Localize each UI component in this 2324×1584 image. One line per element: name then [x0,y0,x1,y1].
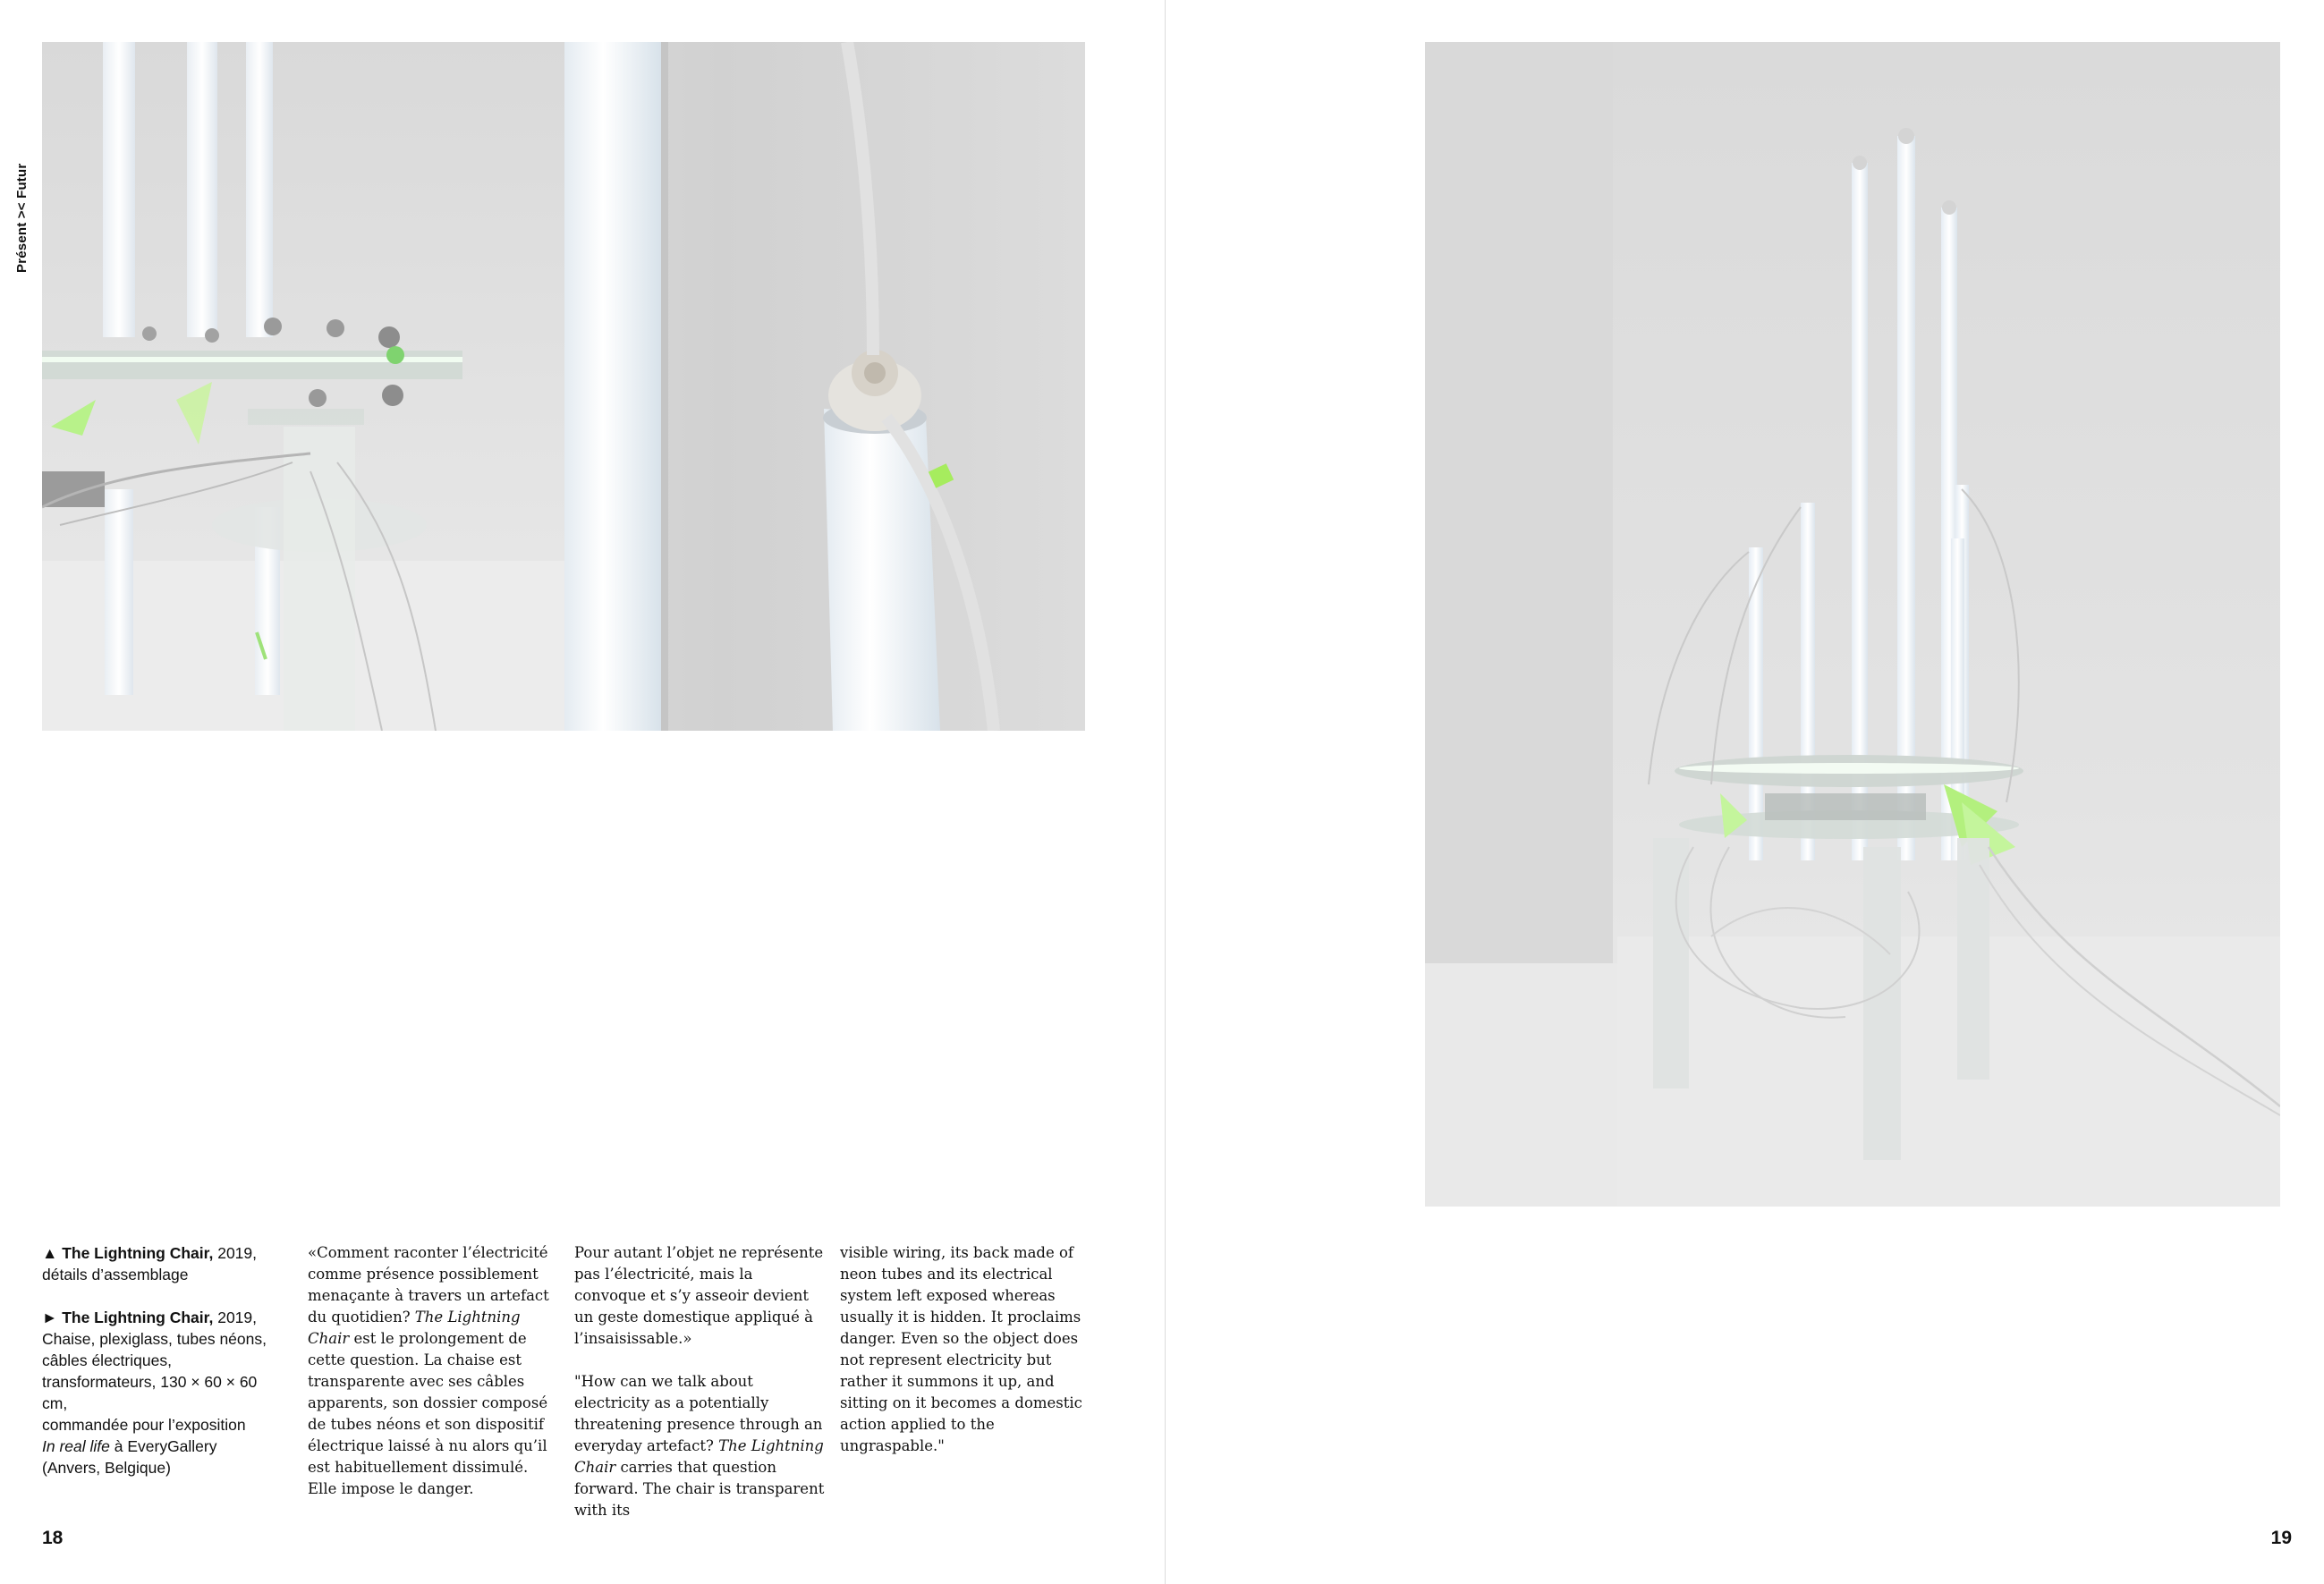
quote-fr-part1: «Comment raconter l’électricité comme présence possiblement menaçante à travers un artefact du quotidien? [308,1244,549,1326]
page-number-left: 18 [42,1528,64,1548]
running-head: Présent >< Futur [14,163,30,273]
triangle-right-icon: ► [42,1309,58,1326]
quote-en-part3: visible wiring, its back made of neon tubes and its electrical system left exposed whereas usually it is hidden. It proclaims danger. Even so the object does not represent electricity but rather it summons it up, and sitting on it becomes a domestic action applied to the ungraspable." [840,1244,1082,1454]
caption-work-line5: commandée pour l’exposition [42,1416,246,1434]
photo-neon-tube-cap-detail [564,42,1085,731]
quote-en-title: The Lightning Chair [574,1437,824,1476]
caption-work [42,1307,284,1478]
caption-work-location: (Anvers, Belgique) [42,1459,171,1477]
caption-work-exhibition: In real life [42,1437,110,1455]
caption-detail [42,1242,284,1285]
caption-detail-title: The Lightning Chair, [62,1244,214,1262]
page-number-right: 19 [2270,1528,2292,1548]
caption-work-line3: câbles électriques, [42,1351,172,1369]
photo-lightning-chair [1425,42,2280,1207]
caption-work-title: The Lightning Chair, [62,1309,214,1326]
spine-divider [1165,0,1166,1584]
quote-fr-part3: Pour autant l’objet ne représente pas l’électricité, mais la convoque et s’y asseoir devient un geste domestique appliqué à l’insaisissable.» [574,1244,824,1347]
quote-column-3 [574,1242,825,1543]
caption-work-line4: transformateurs, 130 × 60 × 60 cm, [42,1373,258,1412]
caption-column [42,1242,284,1500]
quote-en [574,1371,825,1521]
quote-fr-title: The Lightning Chair [308,1309,521,1347]
caption-work-line2: Chaise, plexiglass, tubes néons, [42,1330,267,1348]
photo-chair-seat-detail [42,42,564,731]
caption-work-year: 2019, [213,1309,258,1326]
triangle-up-icon: ▲ [42,1244,58,1262]
quote-fr-part2: est le prolongement de cette question. La chaise est transparente avec ses câbles apparents, son dossier composé de tubes néons et son dispositif électrique laissé à nu alors qu’il est habituellement dissimulé. Elle impose le danger. [308,1330,548,1497]
quote-en-part1: "How can we talk about electricity as a potentially threatening presence through an everyday artefact? [574,1373,823,1454]
caption-detail-line2: détails d’assemblage [42,1266,189,1283]
caption-detail-year: 2019, [213,1244,258,1262]
quote-en-part2: carries that question forward. The chair is transparent with its [574,1459,825,1519]
quote-fr-column [308,1242,558,1500]
quote-column-4 [840,1242,1090,1457]
caption-work-venue: à EveryGallery [109,1437,217,1455]
